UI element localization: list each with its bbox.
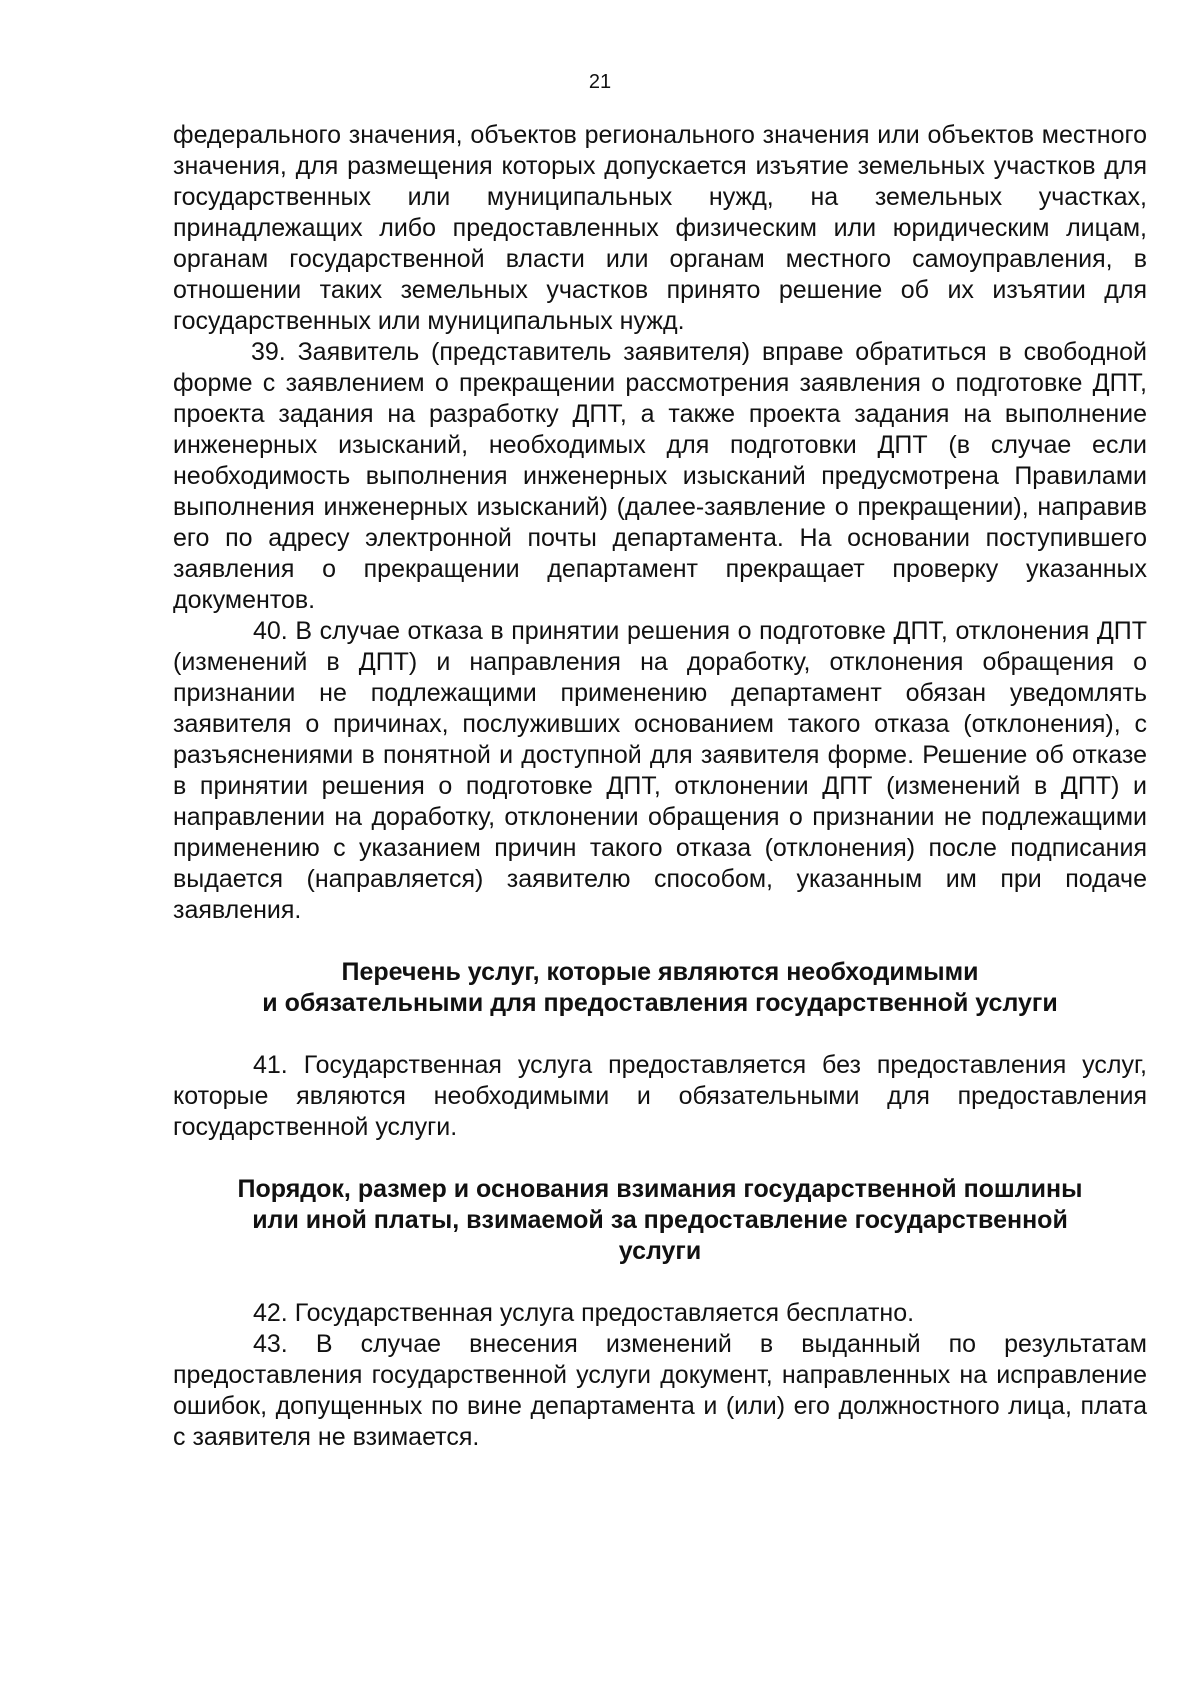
heading-line: услуги	[618, 1237, 702, 1265]
heading-line: и обязательными для предоставления государственной услуги	[262, 989, 1058, 1017]
heading-line: Перечень услуг, которые являются необходимыми	[341, 958, 979, 986]
paragraph-41: 41. Государственная услуга предоставляется без предоставления услуг, которые являются необходимыми и обязательными для предоставления государственной услуги.	[173, 1051, 1147, 1141]
paragraph-42: 42. Государственная услуга предоставляется бесплатно.	[253, 1299, 915, 1327]
document-body	[173, 120, 1147, 1453]
section-heading-services	[173, 957, 1147, 1019]
paragraph-39: 39. Заявитель (представитель заявителя) вправе обратиться в свободной форме с заявлением о прекращении рассмотрения заявления о подготовке ДПТ, проекта задания на разработку ДПТ, а также проекта задания на выполнение инженерных изысканий, необходимых для подготовки ДПТ (в случае если необходимость выполнения инженерных изысканий предусмотрена Правилами выполнения инженерных изысканий) (далее-заявление о прекращении), направив его по адресу электронной почты департамента. На основании поступившего заявления о прекращении департамент прекращает проверку указанных документов.	[173, 338, 1147, 614]
section-heading-fees	[173, 1174, 1147, 1267]
paragraph-43: 43. В случае внесения изменений в выданный по результатам предоставления государственной услуги документ, направленных на исправление ошибок, допущенных по вине департамента и (или) его должностного лица, плата с заявителя не взимается.	[173, 1330, 1147, 1451]
paragraph-40: 40. В случае отказа в принятии решения о подготовке ДПТ, отклонения ДПТ (изменений в ДПТ) и направления на доработку, отклонения обращения о признании не подлежащими применению департамент обязан уведомлять заявителя о причинах, послуживших основанием такого отказа (отклонения), с разъяснениями в понятной и доступной для заявителя форме. Решение об отказе в принятии решения о подготовке ДПТ, отклонении ДПТ (изменений в ДПТ) и направлении на доработку, отклонении обращения о признании не подлежащими применению с указанием причин такого отказа (отклонения) после подписания выдается (направляется) заявителю способом, указанным им при подаче заявления.	[173, 617, 1147, 924]
page-number: 21	[588, 71, 612, 93]
heading-line: Порядок, размер и основания взимания государственной пошлины	[237, 1175, 1083, 1203]
paragraph-continued: федерального значения, объектов регионального значения или объектов местного значения, для размещения которых допускается изъятие земельных участков для государственных или муниципальных нужд, на земельных участках, принадлежащих либо предоставленных физическим или юридическим лицам, органам государственной власти или органам местного самоуправления, в отношении таких земельных участков принято решение об их изъятии для государственных или муниципальных нужд.	[173, 121, 1147, 335]
heading-line: или иной платы, взимаемой за предоставление государственной	[252, 1206, 1068, 1234]
